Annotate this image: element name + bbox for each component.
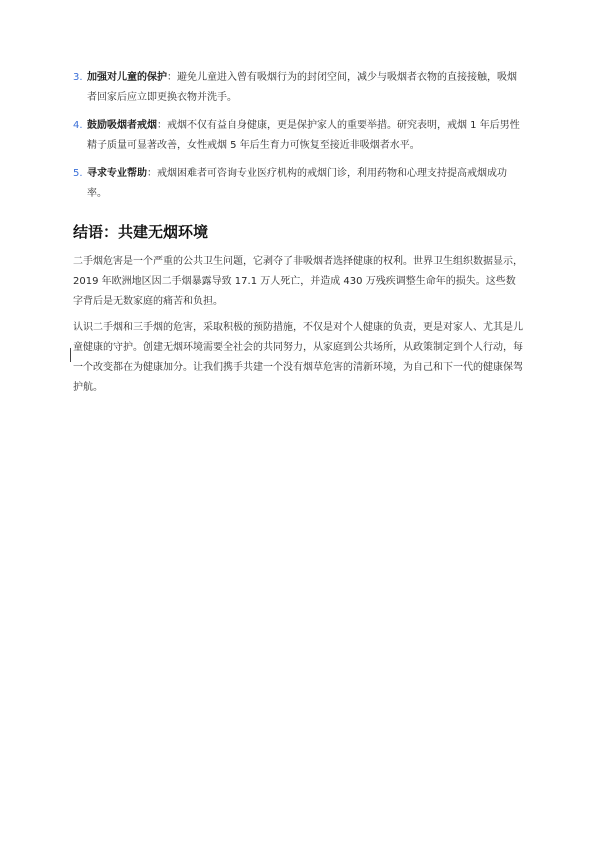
recommendation-list: [73, 68, 525, 204]
list-item-title: 寻求专业帮助: [87, 168, 147, 179]
conclusion-paragraph-2[interactable]: 认识二手烟和三手烟的危害，采取积极的预防措施，不仅是对个人健康的负责，更是对家人、尤其是儿童健康的守护。创建无烟环境需要全社会的共同努力，从家庭到公共场所，从政策制定到个人行动，每一个改变都在为健康加分。让我们携手共建一个没有烟草危害的清新环境，为自己和下一代的健康保驾护航。: [73, 322, 523, 393]
list-item-title: 鼓励吸烟者戒烟: [87, 120, 157, 131]
list-item[interactable]: [73, 164, 525, 204]
conclusion-paragraph-1[interactable]: 二手烟危害是一个严重的公共卫生问题，它剥夺了非吸烟者选择健康的权利。世界卫生组织数据显示，2019 年欧洲地区因二手烟暴露导致 17.1 万人死亡，并造成 430 万残疾调整生命年的损失。这些数字背后是无数家庭的痛苦和负担。: [73, 256, 523, 307]
text-cursor[interactable]: [70, 348, 71, 362]
list-number: 5.: [73, 168, 83, 179]
list-item-text: ：戒烟困难者可咨询专业医疗机构的戒烟门诊，利用药物和心理支持提高戒烟成功率。: [87, 168, 507, 199]
list-item-title: 加强对儿童的保护: [87, 72, 167, 83]
document-page: [73, 68, 525, 404]
list-number: 3.: [73, 72, 83, 83]
list-item-text: ：戒烟不仅有益自身健康，更是保护家人的重要举措。研究表明，戒烟 1 年后男性精子质量可显著改善，女性戒烟 5 年后生育力可恢复至接近非吸烟者水平。: [87, 120, 520, 151]
list-number: 4.: [73, 120, 83, 131]
section-heading: 结语：共建无烟环境: [73, 223, 209, 241]
list-item[interactable]: [73, 116, 525, 156]
list-item[interactable]: [73, 68, 525, 108]
list-item-text: ：避免儿童进入曾有吸烟行为的封闭空间，减少与吸烟者衣物的直接接触，吸烟者回家后应立即更换衣物并洗手。: [87, 72, 517, 103]
